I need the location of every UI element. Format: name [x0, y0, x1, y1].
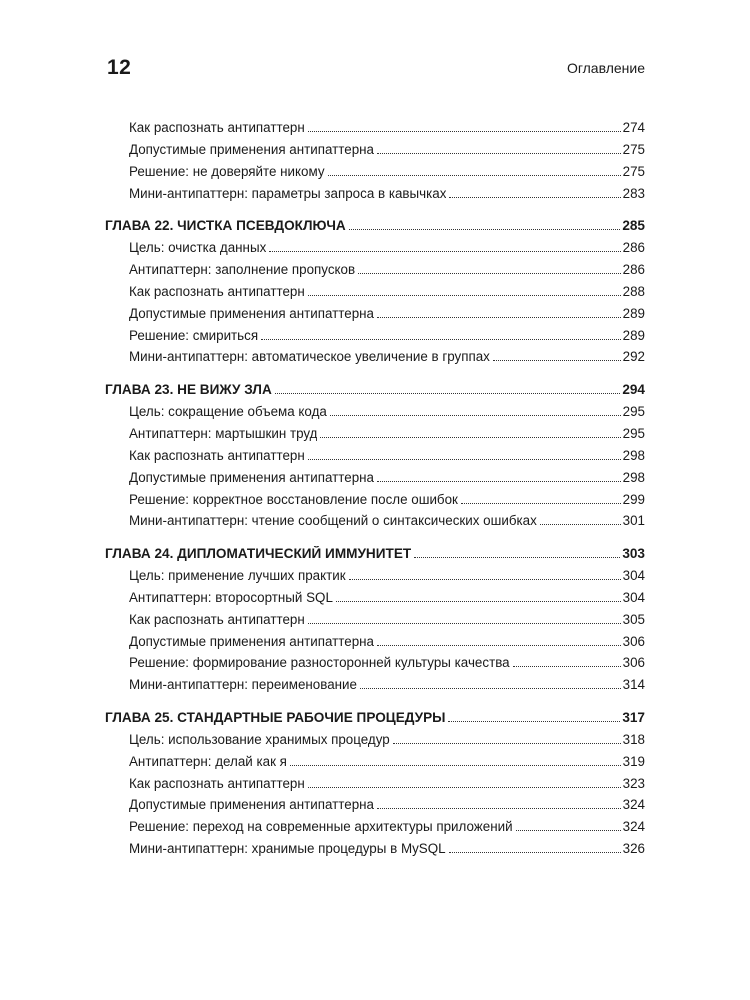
dot-leader	[261, 339, 621, 340]
toc-entry-page: 304	[622, 589, 645, 605]
dot-leader	[358, 273, 621, 274]
toc-entry-page: 286	[622, 240, 645, 256]
toc-entry-page: 288	[622, 283, 645, 299]
toc-entry[interactable]	[105, 568, 645, 590]
toc-entry-page: 295	[622, 425, 645, 441]
dot-leader	[540, 524, 621, 525]
toc-chapter-22[interactable]	[105, 218, 645, 240]
toc-entry[interactable]	[105, 634, 645, 656]
toc-entry-title: Решение: корректное восстановление после ошибок	[129, 491, 458, 507]
toc-entry-page: 292	[622, 349, 645, 365]
toc-entry[interactable]	[105, 754, 645, 776]
toc-entry-title: Как распознать антипаттерн	[129, 775, 305, 791]
toc-entry[interactable]	[105, 448, 645, 470]
toc-chapter-23[interactable]	[105, 382, 645, 404]
dot-leader	[377, 317, 621, 318]
toc-entry-title: Мини-антипаттерн: чтение сообщений о синтаксических ошибках	[129, 513, 537, 529]
toc-entry-title: Как распознать антипаттерн	[129, 120, 305, 135]
toc-entry-page: 289	[622, 327, 645, 343]
dot-leader	[349, 579, 621, 580]
toc-entry-title: Допустимые применения антипаттерна	[129, 469, 374, 485]
toc-entry-title: Антипаттерн: второсортный SQL	[129, 589, 333, 605]
dot-leader	[330, 415, 621, 416]
toc-entry-page: 305	[622, 611, 645, 627]
toc-entry-page: 274	[622, 120, 645, 135]
toc-entry-page: 295	[622, 404, 645, 420]
toc-entry-title: Антипаттерн: мартышкин труд	[129, 425, 318, 441]
toc-entry[interactable]	[105, 284, 645, 306]
toc-chapter-page: 317	[622, 710, 645, 726]
toc-entry[interactable]	[105, 164, 645, 186]
toc-entry[interactable]	[105, 328, 645, 350]
toc-entry-title: Как распознать антипаттерн	[129, 447, 305, 463]
dot-leader	[377, 808, 621, 809]
toc-entry-title: Цель: применение лучших практик	[129, 568, 346, 584]
toc-entry[interactable]	[105, 470, 645, 492]
toc-entry[interactable]	[105, 404, 645, 426]
dot-leader	[377, 481, 621, 482]
toc-chapter-25[interactable]	[105, 710, 645, 732]
toc-entry-page: 324	[622, 819, 645, 835]
dot-leader	[308, 295, 621, 296]
toc-entry-page: 323	[622, 775, 645, 791]
dot-leader	[336, 601, 621, 602]
toc-entry-page: 298	[622, 447, 645, 463]
toc-entry[interactable]	[105, 655, 645, 677]
toc-entry[interactable]	[105, 120, 645, 142]
dot-leader	[449, 197, 620, 198]
toc-entry-title: Антипаттерн: заполнение пропусков	[129, 262, 356, 278]
toc-entry[interactable]	[105, 612, 645, 634]
toc-entry-title: Решение: формирование разносторонней культуры качества	[129, 655, 510, 671]
dot-leader	[308, 459, 621, 460]
dot-leader	[516, 830, 621, 831]
toc-entry[interactable]	[105, 776, 645, 798]
toc-entry[interactable]	[105, 349, 645, 371]
toc-chapter-page: 303	[622, 546, 645, 562]
dot-leader	[328, 175, 621, 176]
toc-entry-page: 301	[622, 513, 645, 529]
toc-entry-page: 318	[622, 731, 645, 747]
toc-entry-page: 275	[622, 141, 645, 157]
toc-entry-title: Цель: очистка данных	[129, 240, 267, 256]
toc-entry[interactable]	[105, 590, 645, 612]
toc-entry-page: 286	[622, 262, 645, 278]
dot-leader	[461, 503, 621, 504]
dot-leader	[393, 743, 621, 744]
toc-chapter-title: ГЛАВА 24. ДИПЛОМАТИЧЕСКИЙ ИММУНИТЕТ	[105, 546, 412, 562]
toc-entry-title: Мини-антипаттерн: переименование	[129, 677, 357, 693]
dot-leader	[320, 437, 620, 438]
dot-leader	[377, 645, 621, 646]
toc-entry-title: Мини-антипаттерн: параметры запроса в кавычках	[129, 185, 447, 201]
dot-leader	[308, 623, 621, 624]
toc-entry-page: 306	[622, 655, 645, 671]
toc-entry-page: 319	[622, 753, 645, 769]
toc-entry-page: 306	[622, 633, 645, 649]
dot-leader	[290, 765, 621, 766]
toc-entry-title: Допустимые применения антипаттерна	[129, 797, 374, 813]
toc-chapter-page: 294	[622, 382, 645, 398]
toc-entry[interactable]	[105, 732, 645, 754]
dot-leader	[269, 251, 620, 252]
running-title: Оглавление	[566, 60, 645, 76]
dot-leader	[493, 360, 621, 361]
toc-entry[interactable]	[105, 513, 645, 535]
toc-entry-page: 324	[622, 797, 645, 813]
toc-entry[interactable]	[105, 677, 645, 699]
toc-entry-title: Мини-антипаттерн: хранимые процедуры в MySQL	[129, 841, 446, 857]
toc-entry-page: 275	[622, 163, 645, 179]
toc-entry-page: 304	[622, 568, 645, 584]
toc-entry[interactable]	[105, 240, 645, 262]
toc-entry[interactable]	[105, 841, 645, 863]
toc-entry-page: 299	[622, 491, 645, 507]
toc-entry-title: Допустимые применения антипаттерна	[129, 633, 374, 649]
dot-leader	[448, 721, 620, 722]
toc-entry[interactable]	[105, 426, 645, 448]
toc-entry-title: Решение: смириться	[129, 327, 259, 343]
toc-chapter-title: ГЛАВА 25. СТАНДАРТНЫЕ РАБОЧИЕ ПРОЦЕДУРЫ	[105, 710, 446, 726]
dot-leader	[377, 153, 621, 154]
toc-entry-page: 289	[622, 305, 645, 321]
dot-leader	[449, 852, 621, 853]
toc-chapter-24[interactable]	[105, 546, 645, 568]
toc-entry-title: Цель: использование хранимых процедур	[129, 731, 390, 747]
toc-chapter-title: ГЛАВА 22. ЧИСТКА ПСЕВДОКЛЮЧА	[105, 218, 346, 234]
dot-leader	[414, 557, 620, 558]
toc-chapter-page: 285	[622, 218, 645, 234]
toc-entry-title: Решение: не доверяйте никому	[129, 163, 325, 179]
toc-entry-page: 298	[622, 469, 645, 485]
toc-entry-title: Решение: переход на современные архитектуры приложений	[129, 819, 513, 835]
toc-entry[interactable]	[105, 142, 645, 164]
table-of-contents	[105, 120, 645, 863]
toc-entry[interactable]	[105, 492, 645, 514]
toc-entry-title: Антипаттерн: делай как я	[129, 753, 287, 769]
dot-leader	[513, 666, 621, 667]
toc-entry-page: 326	[622, 841, 645, 857]
toc-entry-page: 314	[622, 677, 645, 693]
toc-entry-title: Допустимые применения антипаттерна	[129, 305, 374, 321]
toc-entry[interactable]	[105, 797, 645, 819]
dot-leader	[360, 688, 621, 689]
toc-entry-page: 283	[622, 185, 645, 201]
page-number: 12	[107, 56, 132, 79]
toc-entry-title: Цель: сокращение объема кода	[129, 404, 327, 420]
toc-entry-title: Как распознать антипаттерн	[129, 283, 305, 299]
dot-leader	[275, 393, 621, 394]
toc-entry-title: Как распознать антипаттерн	[129, 611, 305, 627]
toc-entry[interactable]	[105, 306, 645, 328]
toc-entry[interactable]	[105, 262, 645, 284]
toc-entry[interactable]	[105, 186, 645, 208]
dot-leader	[308, 787, 621, 788]
dot-leader	[308, 131, 621, 132]
toc-entry[interactable]	[105, 819, 645, 841]
toc-chapter-title: ГЛАВА 23. НЕ ВИЖУ ЗЛА	[105, 382, 272, 398]
toc-entry-title: Мини-антипаттерн: автоматическое увеличение в группах	[129, 349, 490, 365]
toc-entry-title: Допустимые применения антипаттерна	[129, 141, 374, 157]
dot-leader	[349, 229, 621, 230]
